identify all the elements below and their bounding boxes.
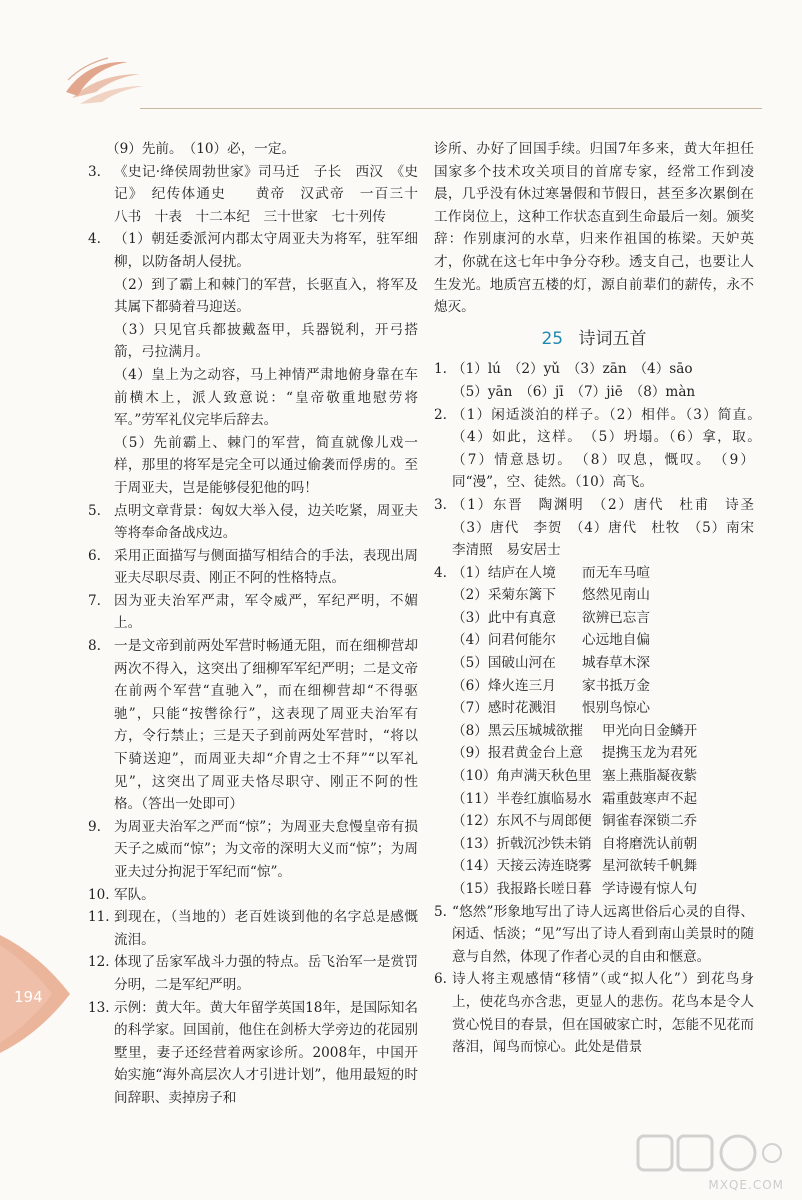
sub-answer: （2）到了霸上和棘门的军营，长驱直入，将军及其属下都骑着马迎送。 (114, 276, 418, 316)
verse-first: （5）国破山河在 (452, 655, 556, 672)
answer-item (88, 500, 418, 545)
answer-item (88, 884, 418, 907)
item-text: 军队。 (114, 886, 155, 903)
item-text: 《史记·绛侯周勃世家》司马迁 子长 西汉 《史记》 纪传体通史 黄帝 汉武帝 一百三十 八书 十表 十二本纪 三十世家 七十列传 (114, 163, 432, 225)
verse-pair (452, 878, 754, 901)
pinyin-line: （5）yān （6）jī （7）jiē （8）màn (452, 383, 696, 400)
answer-line: （9）先前。 （10）必，一定。 (106, 141, 296, 157)
answer-item (434, 404, 768, 494)
verse-second: 恨别鸟惊心 (582, 700, 650, 717)
verse-pair (452, 697, 754, 720)
verse-first: （10）角声满天秋色里 (452, 768, 592, 785)
answer-item (88, 228, 418, 499)
left-column (88, 138, 432, 1110)
item-text: 为周亚夫治军之严而“惊”；为周亚夫怠慢皇帝有损天子之威而“惊”；为文帝的深明大义而“惊”；为周亚夫过分拘泥于军纪而“惊”。 (114, 818, 418, 880)
right-column (434, 138, 768, 1059)
verse-pair (452, 607, 754, 630)
item-text: （1）东晋 陶渊明 （2）唐代 杜甫 诗圣 （3）唐代 李贺 （4）唐代 杜牧 （5）南宋 李清照 易安居士 (452, 496, 768, 559)
verse-first: （12）东风不与周郎便 (452, 813, 592, 830)
sub-answer: （1）朝廷委派河内郡太守周亚夫为将军，驻军细柳，以防备胡人侵扰。 (114, 231, 418, 270)
answer-item (434, 494, 768, 562)
verse-first: （3）此中有真意 (452, 609, 556, 626)
verse-first: （4）问君何能尔 (452, 632, 556, 649)
section-number: 25 (541, 328, 564, 349)
item-text: （1）闲适淡泊的样子。（2）相伴。（3）简直。 （4）如此，这样。 （5）坍塌。（6）拿，取。 （7）情意恳切。 （8）叹息，慨叹。 （9）同“漫”，空、徒然。（10）高飞。 (452, 406, 768, 491)
verse-first: （15）我报路长嗟日暮 (452, 881, 592, 897)
watermark (634, 1130, 784, 1192)
verse-second: 学诗谩有惊人句 (602, 881, 698, 897)
item-number: 3. (434, 496, 447, 513)
verse-second: 心远地自偏 (582, 632, 650, 649)
verse-second: 欲辨已忘言 (582, 609, 650, 626)
verse-second: 悠然见南山 (582, 587, 650, 604)
verse-pair (452, 833, 754, 856)
item-number: 1. (434, 361, 447, 378)
answer-item (88, 545, 418, 590)
item-text: 因为亚夫治军严肃，军令威严，军纪严明，不媚上。 (114, 592, 418, 632)
verse-second: 家书抵万金 (582, 677, 650, 694)
pinyin-line: （1）lú （2）yǔ （3）zān （4）sāo (452, 361, 693, 378)
verse-first: （9）报君黄金台上意 (452, 745, 583, 762)
item-text: 点明文章背景：匈奴大举入侵，边关吃紧，周亚夫等将奉命备战戍边。 (114, 502, 418, 542)
verse-second: 城春草木深 (582, 655, 650, 672)
answer-item (88, 161, 432, 229)
answer-item (88, 997, 418, 1110)
verse-first: （6）烽火连三月 (452, 677, 556, 694)
header-rule (140, 108, 762, 109)
item-number: 6. (88, 547, 101, 564)
item-number: 2. (434, 406, 447, 423)
item-text: 到现在，（当地的）老百姓谈到他的名字总是感慨流泪。 (114, 909, 418, 948)
verse-pair (452, 629, 754, 652)
item-number: 10. (88, 886, 110, 903)
item-number: 11. (88, 909, 110, 926)
item-text: 一是文帝到前两处军营时畅通无阻，而在细柳营却两次不得入，这突出了细柳军军纪严明；二是文帝在前两个军营“直驰入”，而在细柳营却“不得驱驰”，只能“按辔徐行”，这表现了周亚夫治军有方，令行禁止；三是天子到前两处军营时，“将以下骑送迎”，而周亚夫却“介胄之士不拜”“以军礼见”，这突出了周亚夫恪尽职守、刚正不阿的性格。（答出一处即可） (114, 638, 418, 813)
continuation-text: 诊所、办好了回国手续。归国7年多来，黄大年担任国家多个技术攻关项目的首席专家，经常工作到凌晨，几乎没有休过寒暑假和节假日，甚至多次累倒在工作岗位上，这种工作状态直到生命最后一刻。颁奖辞：作别康河的水草，归来作祖国的栋梁。天妒英才，你就在这七年中争分夺秒。透支自己，也要让人生发光。地质宫五楼的灯，源自前辈们的薪传，永不熄灭。 (434, 141, 754, 316)
item-text: “悠然”形象地写出了诗人远离世俗后心灵的自得、闲适、恬淡；“见”写出了诗人看到南山美景时的随意与自然，体现了作者心灵的自由和惬意。 (452, 903, 754, 965)
verse-pair (452, 652, 754, 675)
item-number: 9. (88, 818, 101, 835)
answer-item (88, 816, 418, 884)
verse-first: （13）折戟沉沙铁未销 (452, 835, 592, 852)
verse-first: （2）采菊东篱下 (452, 587, 556, 604)
verse-pair (452, 788, 754, 811)
item-text: 诗人将主观感情“移情”（或“拟人化”）到花鸟身上，使花鸟亦含悲，更显人的悲伤。花鸟本是令人赏心悦目的春景，但在国破家亡时，怎能不见花而落泪，闻鸟而惊心。此处是借景 (452, 971, 754, 1056)
verse-pair (452, 562, 754, 585)
answer-item (434, 562, 754, 901)
verse-second: 甲光向日金鳞开 (602, 722, 698, 739)
verse-first: （1）结庐在人境 (452, 564, 556, 581)
item-number: 6. (434, 971, 447, 988)
item-text: 体现了岳家军战斗力强的特点。岳飞治军一是赏罚分明，二是军纪严明。 (114, 954, 418, 993)
answer-item (88, 951, 418, 996)
verse-first: （11）半卷红旗临易水 (452, 790, 592, 807)
page-number: 194 (14, 988, 43, 1006)
verse-pair (452, 720, 754, 743)
answer-item (434, 358, 754, 403)
watermark-text: MXQE.COM (708, 1178, 784, 1192)
verse-pair (452, 855, 754, 878)
answer-item (434, 901, 754, 969)
verse-first: （7）感时花溅泪 (452, 700, 556, 717)
verse-pair (452, 675, 754, 698)
answer-item (88, 906, 418, 951)
answer-item (434, 968, 754, 1058)
item-number: 3. (88, 163, 101, 180)
item-number: 12. (88, 954, 110, 971)
sub-answer: （5）先前霸上、棘门的军营，简直就像儿戏一样，那里的将军是完全可以通过偷袭而俘虏的。至于周亚夫，岂是能够侵犯他的吗！ (114, 434, 418, 496)
verse-second: 提携玉龙为君死 (602, 745, 698, 762)
verse-pair (452, 584, 754, 607)
verse-first: （8）黑云压城城欲摧 (452, 722, 583, 739)
item-number: 7. (88, 592, 101, 609)
verse-second: 自将磨洗认前朝 (602, 835, 698, 852)
section-title (434, 328, 754, 351)
verse-second: 铜雀春深锁二乔 (602, 813, 698, 830)
watermark-logo-icon (634, 1130, 784, 1176)
verse-second: 霜重鼓寒声不起 (602, 790, 698, 807)
section-title-text: 诗词五首 (578, 328, 647, 349)
item-number: 13. (88, 999, 110, 1016)
answer-item (88, 635, 418, 816)
verse-pair (452, 810, 754, 833)
item-number: 5. (434, 903, 447, 920)
answer-item (88, 590, 418, 635)
verse-second: 塞上燕脂凝夜紫 (602, 768, 698, 785)
sub-answer: （4）皇上为之动容，马上神情严肃地俯身靠在车前横木上，派人致意说：“皇帝敬重地慰劳将军。”劳军礼仪完毕后辞去。 (114, 366, 418, 429)
item-number: 8. (88, 638, 101, 655)
item-text: 示例：黄大年。黄大年留学英国18年，是国际知名的科学家。回国前，他住在剑桥大学旁边的花园别墅里，妻子还经营着两家诊所。2008年，中国开始实施“海外高层次人才引进计划”，他用最短的时间辞职、卖掉房子和 (114, 999, 418, 1106)
verse-second: 而无车马喧 (582, 564, 650, 581)
verse-pair (452, 742, 754, 765)
item-number: 4. (434, 564, 447, 581)
sub-answer: （3）只见官兵都披戴盔甲，兵器锐利，开弓搭箭，弓拉满月。 (114, 321, 418, 361)
verse-second: 星河欲转千帆舞 (602, 858, 698, 875)
verse-pair (452, 765, 754, 788)
verse-first: （14）天接云涛连晓雾 (452, 858, 592, 875)
item-number: 5. (88, 502, 101, 519)
item-number: 4. (88, 231, 101, 248)
header-logo (58, 50, 148, 110)
item-text: 采用正面描写与侧面描写相结合的手法，表现出周亚夫尽职尽责、刚正不阿的性格特点。 (114, 547, 418, 587)
